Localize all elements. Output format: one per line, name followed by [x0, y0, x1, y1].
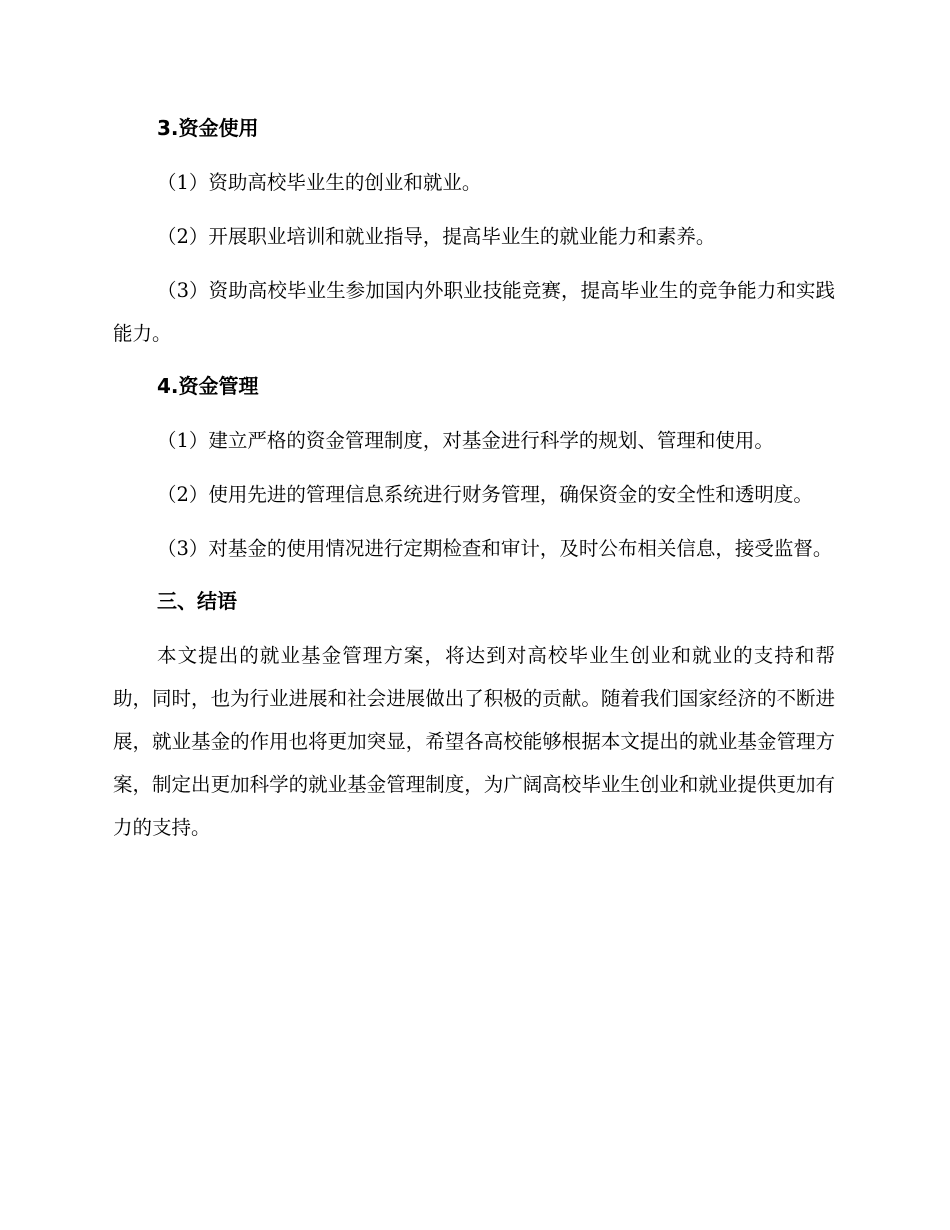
conclusion-paragraph: 本文提出的就业基金管理方案，将达到对高校毕业生创业和就业的支持和帮助，同时，也为行业进展和社会进展做出了积极的贡献。随着我们国家经济的不断进展，就业基金的作用也将更加突显，希望各高校能够根据本文提出的就业基金管理方案，制定出更加科学的就业基金管理制度，为广阔高校毕业生创业和就业提供更加有力的支持。 [113, 644, 835, 839]
funds-management-item-2: （2）使用先进的管理信息系统进行财务管理，确保资金的安全性和透明度。 [157, 483, 813, 506]
section-heading-funds-management: 4.资金管理 [157, 374, 259, 398]
funds-management-item-3: （3）对基金的使用情况进行定期检查和审计，及时公布相关信息，接受监督。 [157, 537, 833, 560]
funds-management-item-1: （1）建立严格的资金管理制度，对基金进行科学的规划、管理和使用。 [157, 429, 774, 452]
funds-use-item-2: （2）开展职业培训和就业指导，提高毕业生的就业能力和素养。 [157, 225, 716, 248]
section-heading-funds-use: 3.资金使用 [157, 116, 259, 140]
section-heading-conclusion: 三、结语 [157, 589, 237, 613]
funds-use-item-1: （1）资助高校毕业生的创业和就业。 [157, 171, 482, 194]
document-body [113, 108, 835, 849]
funds-use-item-3: （3）资助高校毕业生参加国内外职业技能竞赛，提高毕业生的竞争能力和实践能力。 [113, 279, 835, 345]
